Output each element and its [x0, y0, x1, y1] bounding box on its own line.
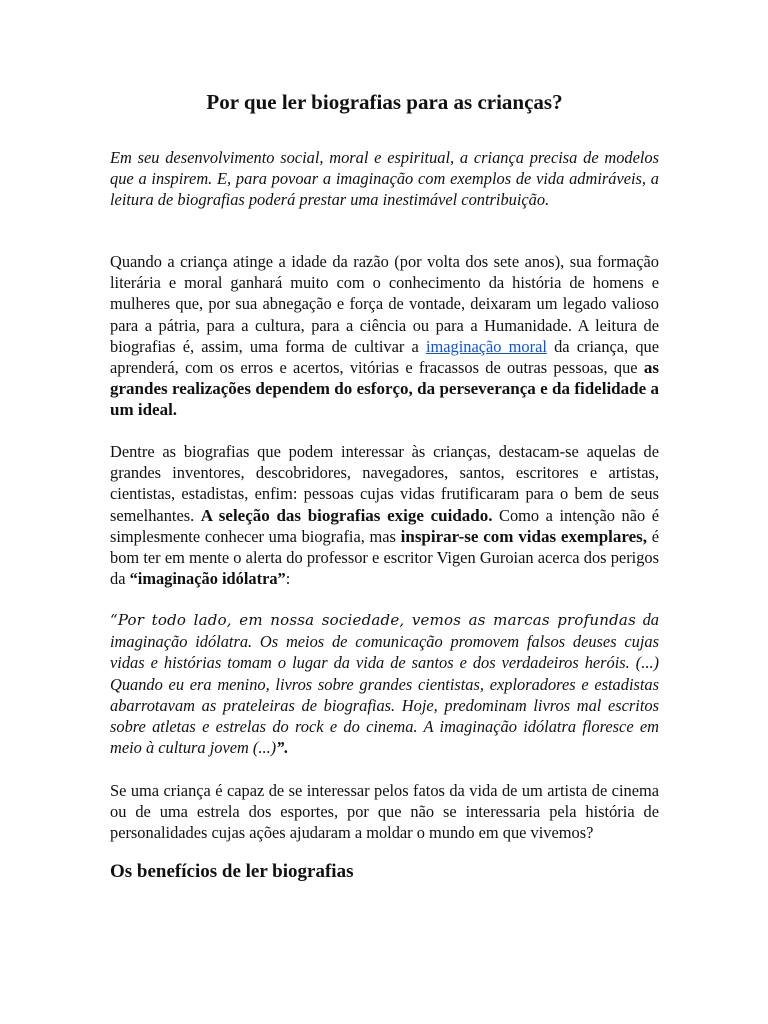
quote-opening: “Por todo lado, em nossa sociedade, vemos as marcas profundas [110, 611, 636, 629]
paragraph-selecao-biografias [110, 441, 659, 589]
paragraph-estrela-esportes: Se uma criança é capaz de se interessar pelos fatos da vida de um artista de cinema ou de uma estrela dos esportes, por que não se interessaria pela história de personalidades cujas ações ajudaram a moldar o mundo em que vivemos? [110, 781, 659, 843]
imaginacao-moral-link[interactable]: imaginação moral [425, 336, 547, 356]
paragraph-idade-da-razao [110, 251, 659, 421]
p2-text-d: : [285, 569, 291, 589]
p2-text-a: Dentre as biografias que podem interessar às crianças, destacam-se aquelas de grandes inventores, descobridores, navegadores, santos, escritores e artistas, cientistas, estadistas, enfim: pessoas cujas vidas frutificaram para o bem de seus semelhantes. [110, 442, 659, 525]
p2-text-b: Como a intenção não é simplesmente conhecer uma biografia, mas [110, 505, 659, 546]
p1-bold-text: as grandes realizações dependem do esforço, da perseverança e da fidelidade a um ideal. [110, 358, 659, 420]
p2-bold-imaginacao-idolatra: “imaginação idólatra” [129, 569, 286, 589]
page-title: Por que ler biografias para as crianças? [206, 90, 563, 114]
p2-text-c: é bom ter em mente o alerta do professor e escritor Vigen Guroian acerca dos perigos da [110, 526, 659, 589]
p1-text-a: Quando a criança atinge a idade da razão (por volta dos sete anos), sua formação literária e moral ganhará muito com o conhecimento da história de homens e mulheres que, por sua abnegação e força de vontade, deixaram um legado valioso para a pátria, para a cultura, para a ciência ou para a Humanidade. A leitura de biografias é, assim, uma forma de cultivar a [110, 252, 659, 356]
p1-text-b: da criança, que aprenderá, com os erros e acertos, vitórias e fracassos de outras pessoas, que [110, 336, 660, 378]
p2-bold-inspirar: inspirar-se com vidas exemplares, [400, 526, 648, 546]
quote-closing: ”. [276, 738, 289, 758]
guroian-quote [110, 609, 659, 758]
p2-bold-selecao: A seleção das biografias exige cuidado. [200, 505, 493, 525]
intro-paragraph: Em seu desenvolvimento social, moral e espiritual, a criança precisa de modelos que a inspirem. E, para povoar a imaginação com exemplos de vida admiráveis, a leitura de biografias poderá prestar uma inestimável contribuição. [110, 148, 659, 210]
section-heading-beneficios: Os benefícios de ler biografias [110, 861, 354, 882]
quote-body: da imaginação idólatra. Os meios de comunicação promovem falsos deuses cujas vidas e histórias tomam o lugar da vida de santos e dos verdadeiros heróis. (...) Quando eu era menino, livros sobre grandes cientistas, exploradores e estadistas abarrotavam as prateleiras de biografias. Hoje, predominam livros mal escritos sobre atletas e estrelas do rock e do cinema. A imaginação idólatra floresce em meio à cultura jovem (...) [110, 610, 659, 758]
